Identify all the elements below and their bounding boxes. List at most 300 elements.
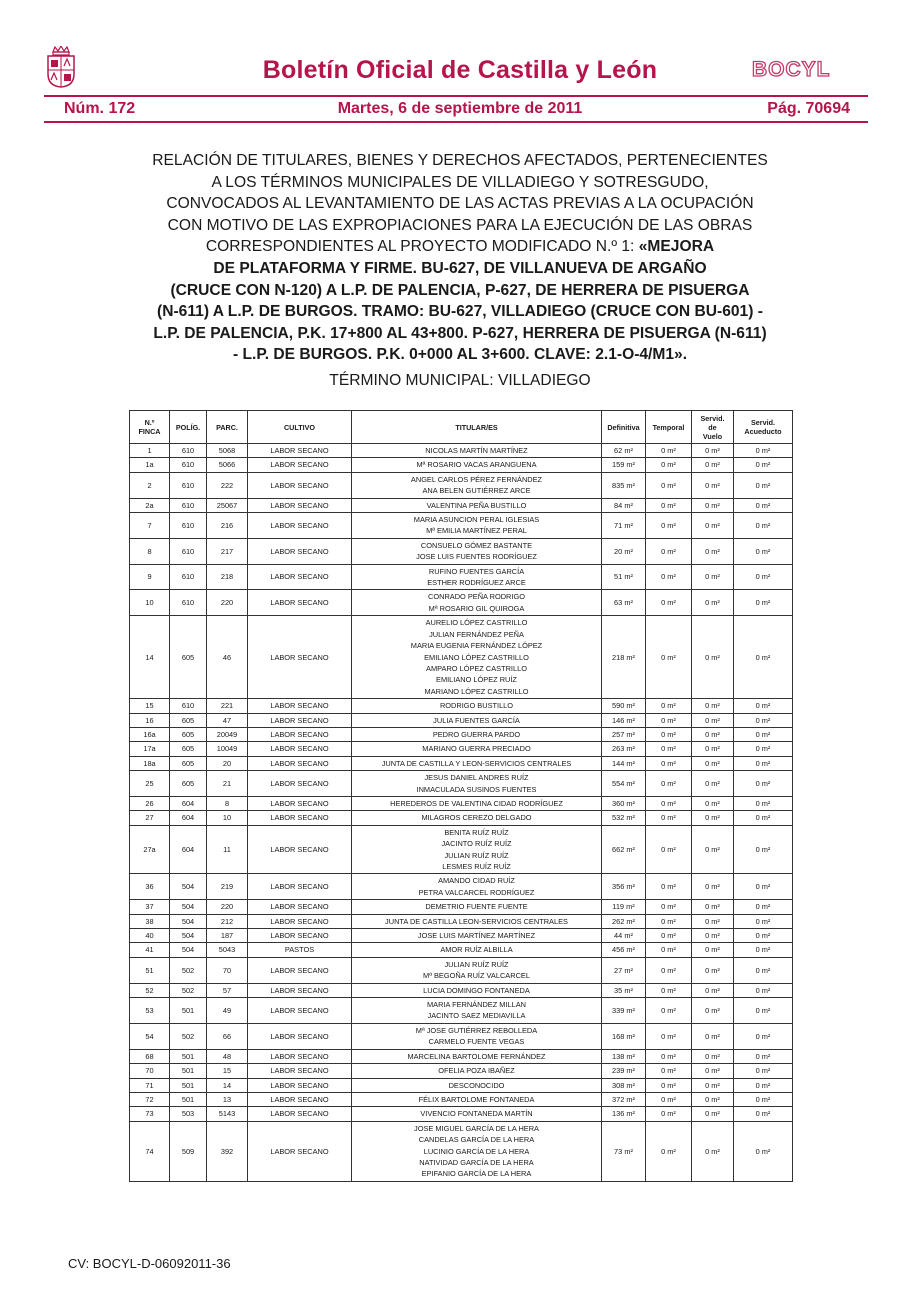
- cell-temporal: 0 m²: [646, 998, 692, 1024]
- cell-cultivo: LABOR SECANO: [248, 914, 352, 928]
- cell-titulares: [352, 1092, 602, 1106]
- cell-cultivo: LABOR SECANO: [248, 796, 352, 810]
- journal-title: Boletín Oficial de Castilla y León: [262, 56, 658, 84]
- table-row: [130, 498, 793, 512]
- table-row: [130, 1049, 793, 1063]
- issue-number: Núm. 172: [64, 100, 136, 117]
- title-line: CON MOTIVO DE LAS EXPROPIACIONES PARA LA EJECUCIÓN DE LAS OBRAS: [167, 216, 753, 234]
- cell-finca: 53: [130, 998, 170, 1024]
- cell-temporal: 0 m²: [646, 1078, 692, 1092]
- cell-cultivo: LABOR SECANO: [248, 811, 352, 825]
- cell-polig: 501: [170, 1092, 207, 1106]
- cell-finca: 40: [130, 929, 170, 943]
- cell-vuelo: 0 m²: [692, 564, 734, 590]
- cell-definitiva: 27 m²: [602, 957, 646, 983]
- cell-parc: 221: [207, 699, 248, 713]
- cell-definitiva: 372 m²: [602, 1092, 646, 1106]
- owner-name: MARIANO LÓPEZ CASTRILLO: [424, 686, 529, 696]
- cell-acueducto: 0 m²: [734, 771, 793, 797]
- cell-vuelo: 0 m²: [692, 825, 734, 874]
- cell-titulares: [352, 590, 602, 616]
- cell-acueducto: 0 m²: [734, 929, 793, 943]
- title-line: CONVOCADOS AL LEVANTAMIENTO DE LAS ACTAS PREVIAS A LA OCUPACIÓN: [166, 195, 754, 213]
- cell-temporal: 0 m²: [646, 1064, 692, 1078]
- cell-titulares: [352, 538, 602, 564]
- cell-vuelo: 0 m²: [692, 1121, 734, 1181]
- cell-polig: 501: [170, 1049, 207, 1063]
- owner-name: JULIA FUENTES GARCÍA: [433, 715, 520, 725]
- cell-vuelo: 0 m²: [692, 1023, 734, 1049]
- cell-acueducto: 0 m²: [734, 900, 793, 914]
- cell-polig: 605: [170, 771, 207, 797]
- cell-cultivo: PASTOS: [248, 943, 352, 957]
- cell-temporal: 0 m²: [646, 727, 692, 741]
- cell-cultivo: LABOR SECANO: [248, 1121, 352, 1181]
- cell-definitiva: 239 m²: [602, 1064, 646, 1078]
- cell-acueducto: 0 m²: [734, 957, 793, 983]
- cell-acueducto: 0 m²: [734, 811, 793, 825]
- cell-temporal: 0 m²: [646, 1092, 692, 1106]
- cell-temporal: 0 m²: [646, 472, 692, 498]
- table-row: [130, 616, 793, 699]
- cell-polig: 610: [170, 513, 207, 539]
- cell-acueducto: 0 m²: [734, 538, 793, 564]
- header-label: PARC.: [216, 422, 238, 432]
- cell-finca: 2: [130, 472, 170, 498]
- col-finca-header: [130, 411, 170, 444]
- cell-polig: 504: [170, 943, 207, 957]
- cell-temporal: 0 m²: [646, 616, 692, 699]
- cell-polig: 610: [170, 564, 207, 590]
- cell-titulares: [352, 1064, 602, 1078]
- cell-polig: 502: [170, 957, 207, 983]
- cell-acueducto: 0 m²: [734, 713, 793, 727]
- owner-name: DESCONOCIDO: [448, 1080, 505, 1090]
- header-label: Servid.: [751, 418, 775, 427]
- cell-finca: 52: [130, 983, 170, 997]
- cell-vuelo: 0 m²: [692, 914, 734, 928]
- bocyl-logo: BOCYL: [752, 58, 831, 81]
- table-row: [130, 825, 793, 874]
- cell-acueducto: 0 m²: [734, 444, 793, 458]
- owner-name: JACINTO RUÍZ RUÍZ: [441, 839, 512, 849]
- cell-titulares: [352, 874, 602, 900]
- cell-finca: 10: [130, 590, 170, 616]
- cv-code: CV: BOCYL-D-06092011-36: [68, 1256, 231, 1271]
- col-acueducto-header: [734, 411, 793, 444]
- cell-polig: 503: [170, 1107, 207, 1121]
- cell-temporal: 0 m²: [646, 771, 692, 797]
- cell-temporal: 0 m²: [646, 1023, 692, 1049]
- cell-vuelo: 0 m²: [692, 1064, 734, 1078]
- col-temporal-header: [646, 411, 692, 444]
- cell-polig: 502: [170, 1023, 207, 1049]
- cell-definitiva: 360 m²: [602, 796, 646, 810]
- table-row: [130, 742, 793, 756]
- cell-acueducto: 0 m²: [734, 513, 793, 539]
- cell-vuelo: 0 m²: [692, 727, 734, 741]
- title-line: (CRUCE CON N-120) A L.P. DE PALENCIA, P-627, DE HERRERA DE PISUERGA: [170, 281, 750, 299]
- cell-temporal: 0 m²: [646, 1049, 692, 1063]
- cell-cultivo: LABOR SECANO: [248, 727, 352, 741]
- table-row: [130, 1121, 793, 1181]
- cell-definitiva: 159 m²: [602, 458, 646, 472]
- owner-name: FÉLIX BARTOLOME FONTANEDA: [418, 1094, 535, 1104]
- cell-acueducto: 0 m²: [734, 1121, 793, 1181]
- owner-name: CONSUELO GÓMEZ BASTANTE: [420, 540, 533, 550]
- cell-polig: 501: [170, 1064, 207, 1078]
- table-header-row: [130, 411, 793, 444]
- cell-titulares: [352, 983, 602, 997]
- cell-temporal: 0 m²: [646, 756, 692, 770]
- cell-vuelo: 0 m²: [692, 756, 734, 770]
- cell-finca: 8: [130, 538, 170, 564]
- cell-definitiva: 532 m²: [602, 811, 646, 825]
- owner-name: PEDRO GUERRA PARDO: [432, 729, 521, 739]
- cell-vuelo: 0 m²: [692, 811, 734, 825]
- owner-name: AMANDO CIDAD RUÍZ: [438, 876, 515, 886]
- cell-titulares: [352, 713, 602, 727]
- cell-definitiva: 62 m²: [602, 444, 646, 458]
- cell-parc: 8: [207, 796, 248, 810]
- cell-temporal: 0 m²: [646, 538, 692, 564]
- owner-name: ANGEL CARLOS PÉREZ FERNÁNDEZ: [410, 474, 543, 484]
- col-polig-header: [170, 411, 207, 444]
- cell-definitiva: 356 m²: [602, 874, 646, 900]
- cell-finca: 38: [130, 914, 170, 928]
- cell-definitiva: 662 m²: [602, 825, 646, 874]
- cell-finca: 1a: [130, 458, 170, 472]
- cell-vuelo: 0 m²: [692, 796, 734, 810]
- cell-definitiva: 35 m²: [602, 983, 646, 997]
- cell-polig: 501: [170, 998, 207, 1024]
- cell-titulares: [352, 742, 602, 756]
- header-label: FINCA: [138, 427, 161, 436]
- cell-cultivo: LABOR SECANO: [248, 771, 352, 797]
- cell-titulares: [352, 1023, 602, 1049]
- cell-cultivo: LABOR SECANO: [248, 957, 352, 983]
- cell-polig: 504: [170, 929, 207, 943]
- cell-titulares: [352, 943, 602, 957]
- cell-polig: 605: [170, 756, 207, 770]
- owner-name: RUFINO FUENTES GARCÍA: [428, 566, 525, 576]
- cell-parc: 212: [207, 914, 248, 928]
- cell-parc: 220: [207, 590, 248, 616]
- cell-definitiva: 263 m²: [602, 742, 646, 756]
- owner-name: MARIA FERNÁNDEZ MILLAN: [427, 1000, 526, 1010]
- cell-titulares: [352, 929, 602, 943]
- cell-cultivo: LABOR SECANO: [248, 1107, 352, 1121]
- table-body: [130, 444, 793, 1182]
- table-row: [130, 983, 793, 997]
- cell-definitiva: 835 m²: [602, 472, 646, 498]
- cell-titulares: [352, 498, 602, 512]
- table-row: [130, 713, 793, 727]
- owner-name: JULIAN RUÍZ RUÍZ: [444, 850, 509, 860]
- cell-finca: 54: [130, 1023, 170, 1049]
- cell-cultivo: LABOR SECANO: [248, 825, 352, 874]
- title-line: (N-611) A L.P. DE BURGOS. TRAMO: BU-627, VILLADIEGO (CRUCE CON BU-601) -: [157, 303, 763, 321]
- header-label: Servid.: [700, 413, 725, 423]
- cell-acueducto: 0 m²: [734, 825, 793, 874]
- cell-titulares: [352, 472, 602, 498]
- cell-parc: 5066: [207, 458, 248, 472]
- cell-temporal: 0 m²: [646, 914, 692, 928]
- cell-finca: 18a: [130, 756, 170, 770]
- cell-parc: 15: [207, 1064, 248, 1078]
- cell-vuelo: 0 m²: [692, 742, 734, 756]
- cell-definitiva: 71 m²: [602, 513, 646, 539]
- owner-name: DEMETRIO FUENTE FUENTE: [425, 902, 528, 912]
- cell-vuelo: 0 m²: [692, 983, 734, 997]
- issue-date: Martes, 6 de septiembre de 2011: [337, 100, 583, 117]
- owner-name: PETRA VALCARCEL RODRÍGUEZ: [418, 887, 535, 897]
- table-row: [130, 727, 793, 741]
- cell-polig: 610: [170, 699, 207, 713]
- owner-name: LUCINIO GARCÍA DE LA HERA: [423, 1146, 530, 1156]
- owner-name: CONRADO PEÑA RODRIGO: [428, 592, 525, 602]
- cell-cultivo: LABOR SECANO: [248, 1049, 352, 1063]
- cell-parc: 57: [207, 983, 248, 997]
- cell-polig: 610: [170, 444, 207, 458]
- cell-vuelo: 0 m²: [692, 998, 734, 1024]
- col-cultivo-header: [248, 411, 352, 444]
- col-vuelo-header: [692, 411, 734, 444]
- cell-polig: 604: [170, 825, 207, 874]
- cell-finca: 51: [130, 957, 170, 983]
- cell-finca: 16a: [130, 727, 170, 741]
- cell-acueducto: 0 m²: [734, 1107, 793, 1121]
- cell-definitiva: 84 m²: [602, 498, 646, 512]
- cell-finca: 16: [130, 713, 170, 727]
- cell-acueducto: 0 m²: [734, 616, 793, 699]
- cell-cultivo: LABOR SECANO: [248, 699, 352, 713]
- cell-definitiva: 257 m²: [602, 727, 646, 741]
- owner-name: JACINTO SAEZ MEDIAVILLA: [427, 1011, 526, 1021]
- table-row: [130, 1064, 793, 1078]
- cell-parc: 21: [207, 771, 248, 797]
- table-row: [130, 914, 793, 928]
- cell-finca: 27a: [130, 825, 170, 874]
- cell-temporal: 0 m²: [646, 811, 692, 825]
- cell-vuelo: 0 m²: [692, 771, 734, 797]
- table-row: [130, 564, 793, 590]
- cell-parc: 48: [207, 1049, 248, 1063]
- table-row: [130, 699, 793, 713]
- cell-polig: 610: [170, 498, 207, 512]
- cell-vuelo: 0 m²: [692, 1092, 734, 1106]
- cell-definitiva: 146 m²: [602, 713, 646, 727]
- cell-titulares: [352, 564, 602, 590]
- header-label: TITULAR/ES: [455, 422, 498, 432]
- owner-name: NATIVIDAD GARCÍA DE LA HERA: [419, 1157, 534, 1167]
- title-line: - L.P. DE BURGOS. P.K. 0+000 AL 3+600. CLAVE: 2.1-O-4/M1».: [232, 346, 688, 364]
- owner-name: ESTHER RODRÍGUEZ ARCE: [427, 578, 526, 588]
- cell-definitiva: 554 m²: [602, 771, 646, 797]
- cell-cultivo: LABOR SECANO: [248, 756, 352, 770]
- cell-titulares: [352, 825, 602, 874]
- cell-vuelo: 0 m²: [692, 1107, 734, 1121]
- cell-parc: 14: [207, 1078, 248, 1092]
- cell-temporal: 0 m²: [646, 699, 692, 713]
- cell-titulares: [352, 1107, 602, 1121]
- cell-finca: 9: [130, 564, 170, 590]
- cell-titulares: [352, 998, 602, 1024]
- table-row: [130, 811, 793, 825]
- cell-acueducto: 0 m²: [734, 590, 793, 616]
- cell-polig: 610: [170, 458, 207, 472]
- table-row: [130, 929, 793, 943]
- cell-cultivo: LABOR SECANO: [248, 742, 352, 756]
- cell-parc: 219: [207, 874, 248, 900]
- cell-definitiva: 456 m²: [602, 943, 646, 957]
- cell-acueducto: 0 m²: [734, 1064, 793, 1078]
- cell-acueducto: 0 m²: [734, 756, 793, 770]
- cell-definitiva: 590 m²: [602, 699, 646, 713]
- cell-parc: 10049: [207, 742, 248, 756]
- cell-vuelo: 0 m²: [692, 699, 734, 713]
- cell-polig: 605: [170, 616, 207, 699]
- cell-titulares: [352, 1121, 602, 1181]
- owner-name: JUNTA DE CASTILLA Y LEON-SERVICIOS CENTRALES: [381, 758, 572, 768]
- cell-finca: 15: [130, 699, 170, 713]
- cell-parc: 217: [207, 538, 248, 564]
- cell-finca: 14: [130, 616, 170, 699]
- cell-finca: 73: [130, 1107, 170, 1121]
- cell-temporal: 0 m²: [646, 713, 692, 727]
- owner-name: CARMELO FUENTE VEGAS: [428, 1037, 525, 1047]
- cell-vuelo: 0 m²: [692, 943, 734, 957]
- cell-definitiva: 144 m²: [602, 756, 646, 770]
- owner-name: Mª ROSARIO VACAS ARANGUENA: [416, 460, 537, 470]
- cell-polig: 605: [170, 742, 207, 756]
- cell-polig: 504: [170, 900, 207, 914]
- cell-finca: 7: [130, 513, 170, 539]
- cell-acueducto: 0 m²: [734, 796, 793, 810]
- cell-titulares: [352, 957, 602, 983]
- cell-polig: 504: [170, 874, 207, 900]
- col-definitiva-header: [602, 411, 646, 444]
- cell-parc: 5143: [207, 1107, 248, 1121]
- owner-name: JULIAN RUÍZ RUÍZ: [444, 959, 509, 969]
- cell-cultivo: LABOR SECANO: [248, 1064, 352, 1078]
- header-label: Vuelo: [702, 431, 723, 441]
- table-row: [130, 874, 793, 900]
- cell-cultivo: LABOR SECANO: [248, 616, 352, 699]
- owner-name: MARIA EUGENIA FERNÁNDEZ LÓPEZ: [410, 641, 543, 651]
- cell-parc: 13: [207, 1092, 248, 1106]
- table-row: [130, 538, 793, 564]
- cell-definitiva: 168 m²: [602, 1023, 646, 1049]
- cell-titulares: [352, 900, 602, 914]
- cell-parc: 392: [207, 1121, 248, 1181]
- owner-name: EMILIANO LÓPEZ CASTRILLO: [424, 652, 529, 662]
- cell-titulares: [352, 616, 602, 699]
- municipality-subtitle: TÉRMINO MUNICIPAL: VILLADIEGO: [329, 372, 591, 389]
- cell-polig: 504: [170, 914, 207, 928]
- cell-definitiva: 339 m²: [602, 998, 646, 1024]
- cell-finca: 72: [130, 1092, 170, 1106]
- cell-parc: 66: [207, 1023, 248, 1049]
- cell-acueducto: 0 m²: [734, 742, 793, 756]
- table-row: [130, 1092, 793, 1106]
- cell-parc: 70: [207, 957, 248, 983]
- cell-cultivo: LABOR SECANO: [248, 983, 352, 997]
- cell-parc: 5068: [207, 444, 248, 458]
- cell-polig: 502: [170, 983, 207, 997]
- cell-finca: 1: [130, 444, 170, 458]
- document-title: [100, 150, 820, 366]
- cell-titulares: [352, 458, 602, 472]
- table-row: [130, 900, 793, 914]
- cell-vuelo: 0 m²: [692, 900, 734, 914]
- cell-cultivo: LABOR SECANO: [248, 590, 352, 616]
- owner-name: Mª EMILIA MARTÍNEZ PERAL: [426, 526, 527, 536]
- owner-name: VIVENCIO FONTANEDA MARTÍN: [420, 1109, 533, 1119]
- cell-definitiva: 44 m²: [602, 929, 646, 943]
- cell-parc: 222: [207, 472, 248, 498]
- cell-vuelo: 0 m²: [692, 616, 734, 699]
- owner-name: JULIAN FERNÁNDEZ PEÑA: [429, 629, 524, 639]
- cell-cultivo: LABOR SECANO: [248, 929, 352, 943]
- cell-parc: 218: [207, 564, 248, 590]
- cell-titulares: [352, 811, 602, 825]
- cell-vuelo: 0 m²: [692, 498, 734, 512]
- owner-name: MILAGROS CEREZO DELGADO: [421, 813, 532, 823]
- cell-vuelo: 0 m²: [692, 957, 734, 983]
- cell-polig: 604: [170, 796, 207, 810]
- cell-acueducto: 0 m²: [734, 458, 793, 472]
- cell-finca: 27: [130, 811, 170, 825]
- cell-temporal: 0 m²: [646, 444, 692, 458]
- cell-acueducto: 0 m²: [734, 498, 793, 512]
- cell-acueducto: 0 m²: [734, 914, 793, 928]
- cell-cultivo: LABOR SECANO: [248, 513, 352, 539]
- cell-parc: 20049: [207, 727, 248, 741]
- cell-acueducto: 0 m²: [734, 699, 793, 713]
- cell-temporal: 0 m²: [646, 742, 692, 756]
- owner-name: JOSE LUIS FUENTES RODRÍGUEZ: [416, 552, 537, 562]
- header-label: Acueducto: [744, 427, 782, 436]
- cell-definitiva: 308 m²: [602, 1078, 646, 1092]
- cell-acueducto: 0 m²: [734, 727, 793, 741]
- cell-parc: 220: [207, 900, 248, 914]
- cell-polig: 509: [170, 1121, 207, 1181]
- cell-finca: 70: [130, 1064, 170, 1078]
- table-row: [130, 771, 793, 797]
- owner-name: JUNTA DE CASTILLA LEON-SERVICIOS CENTRALES: [385, 916, 568, 926]
- cell-vuelo: 0 m²: [692, 590, 734, 616]
- owner-name: INMACULADA SUSINOS FUENTES: [416, 784, 537, 794]
- cell-definitiva: 136 m²: [602, 1107, 646, 1121]
- cell-titulares: [352, 444, 602, 458]
- cell-acueducto: 0 m²: [734, 564, 793, 590]
- cell-temporal: 0 m²: [646, 874, 692, 900]
- cell-parc: 47: [207, 713, 248, 727]
- header-rule-bottom: [44, 121, 868, 123]
- cell-polig: 605: [170, 727, 207, 741]
- cell-polig: 610: [170, 538, 207, 564]
- cell-parc: 20: [207, 756, 248, 770]
- table-row: [130, 756, 793, 770]
- cell-definitiva: 119 m²: [602, 900, 646, 914]
- cell-parc: 10: [207, 811, 248, 825]
- owner-name: Mª BEGOÑA RUÍZ VALCARCEL: [423, 971, 530, 981]
- table-row: [130, 590, 793, 616]
- cell-polig: 610: [170, 590, 207, 616]
- title-line: [100, 236, 820, 258]
- cell-finca: 68: [130, 1049, 170, 1063]
